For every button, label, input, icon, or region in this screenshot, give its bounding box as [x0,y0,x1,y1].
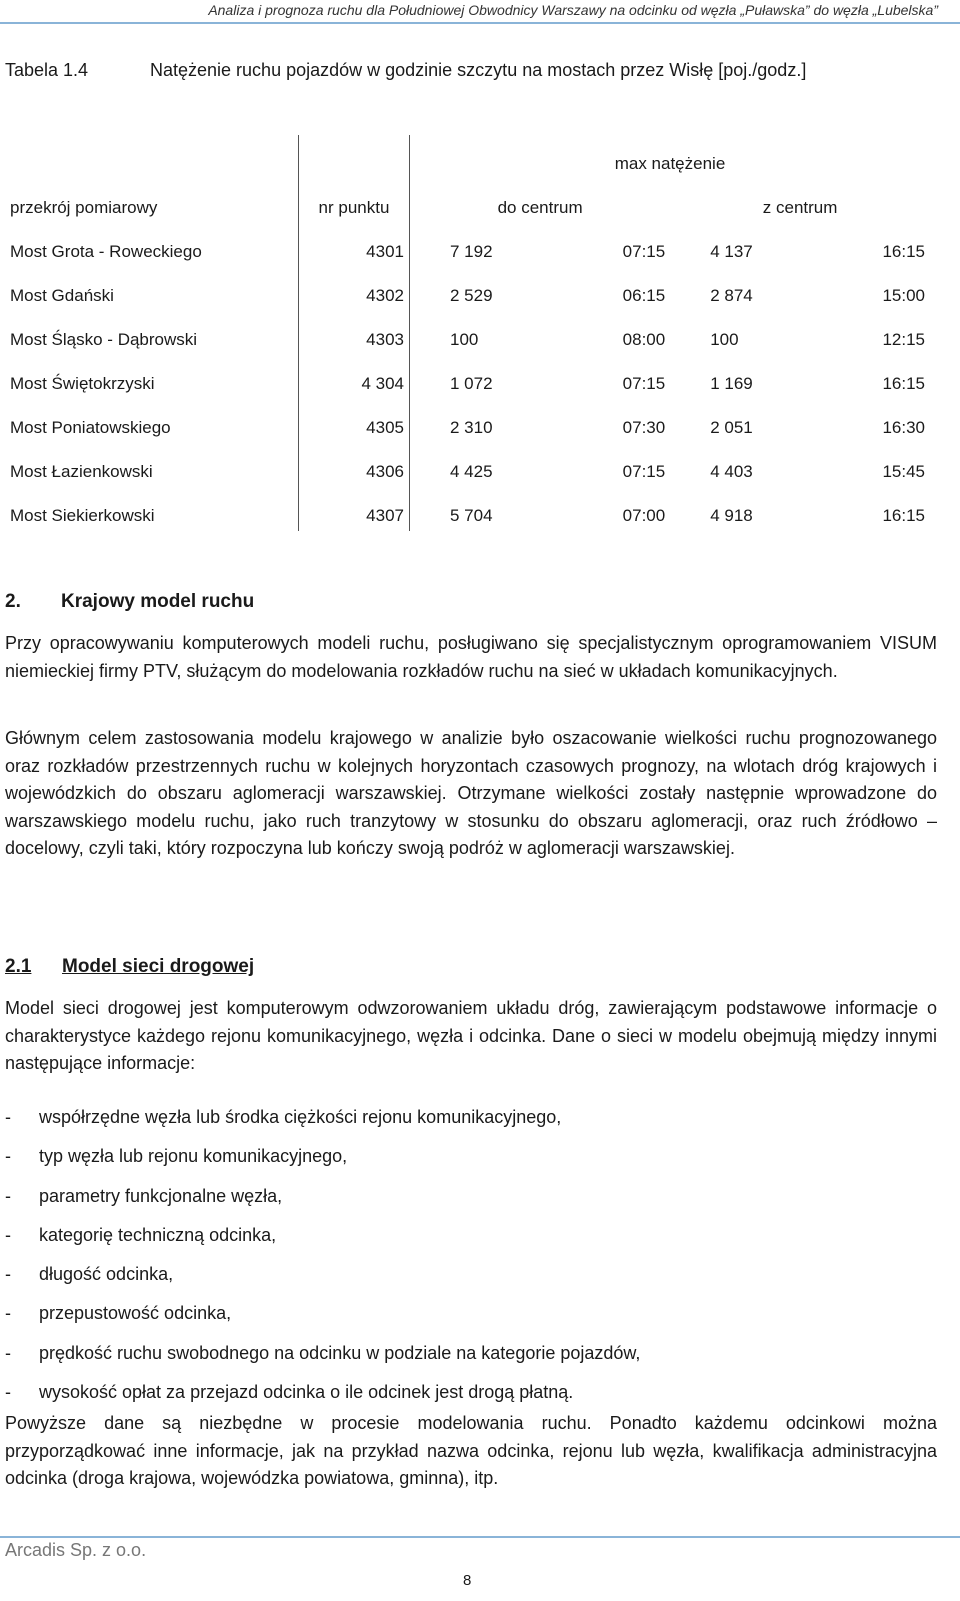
footer-company: Arcadis Sp. z o.o. [5,1540,147,1560]
list-item [5,1186,935,1225]
to-center-volume-cell: 4 425 [450,462,493,481]
list-item [5,1303,935,1342]
from-center-volume-cell: 2 874 [710,286,753,305]
table-row [5,355,930,399]
table-row [5,311,930,355]
column-header-point: nr punktu [299,179,410,223]
bullet-text: przepustowość odcinka, [39,1303,232,1324]
to-center-time-cell: 07:15 [622,242,666,261]
point-number-cell: 4305 [299,399,410,443]
table-column-header-row [5,179,930,223]
table-row [5,487,930,531]
point-number-cell: 4 304 [299,355,410,399]
group-header-max: max natężenie [614,154,726,173]
running-header [0,0,960,24]
bridge-name-cell: Most Świętokrzyski [5,355,299,399]
footer-divider [0,1536,960,1538]
section-2-1-title: Model sieci drogowej [62,956,255,977]
to-center-volume-cell: 2 529 [450,286,493,305]
to-center-time-cell: 07:15 [622,374,666,393]
point-number-cell: 4301 [299,223,410,267]
to-center-time-cell: 08:00 [622,330,666,349]
bullet-dash: - [5,1224,11,1245]
bullet-text: parametry funkcjonalne węzła, [39,1185,283,1206]
bridge-name-cell: Most Grota - Roweckiego [5,223,299,267]
table-row [5,443,930,487]
bridge-name-cell: Most Siekierkowski [5,487,299,531]
bullet-dash: - [5,1107,11,1127]
table-caption-text: Natężenie ruchu pojazdów w godzinie szczytu na mostach przez Wisłę [poj./godz.] [150,60,807,80]
column-header-section: przekrój pomiarowy [5,179,299,223]
network-data-list [5,1107,935,1421]
to-center-time-cell: 07:00 [622,506,666,525]
section-2-number: 2. [5,591,21,612]
from-center-time-cell: 12:15 [882,330,925,349]
column-header-from-center: z centrum [762,198,838,217]
point-number-cell: 4306 [299,443,410,487]
to-center-time-cell: 07:30 [622,418,666,437]
from-center-time-cell: 16:15 [882,506,925,525]
to-center-volume-cell: 5 704 [450,506,493,525]
bullet-text: prędkość ruchu swobodnego na odcinku w podziale na kategorie pojazdów, [39,1342,641,1363]
table-group-header-row [5,135,930,179]
bridge-name-cell: Most Śląsko - Dąbrowski [5,311,299,355]
section-2-paragraph-2: Głównym celem zastosowania modelu krajowego w analizie było oszacowanie wielkości ruchu prognozowanego oraz rozkładów przestrzennych ruchu w kolejnych horyzontach czasowych prognozy, na wlotach dróg krajowych i wojewódzkich do obszaru aglomeracji warszawskiej. Otrzymane wielkości zostały następnie wprowadzone do warszawskiego modelu ruchu, jako ruch tranzytowy w stosunku do obszaru aglomeracji, oraz ruch źródłowo – docelowy, czyli taki, który rozpoczyna lub kończy swoją podróż w aglomeracji warszawskiej. [5,728,937,858]
bridge-name-cell: Most Gdański [5,267,299,311]
from-center-volume-cell: 4 918 [710,506,753,525]
list-item [5,1146,935,1185]
running-header-title: Analiza i prognoza ruchu dla Południowej Obwodnicy Warszawy na odcinku od węzła „Puławska” do węzła „Lubelska” [208,2,938,18]
table-row [5,223,930,267]
bullet-dash: - [5,1264,11,1285]
section-2-1-paragraph-1: Model sieci drogowej jest komputerowym odwzorowaniem układu dróg, zawierającym podstawowe informacje o charakterystyce każdego rejonu komunikacyjnego, węzła i odcinka. Dane o sieci w modelu obejmują między innymi następujące informacje: [5,998,937,1073]
table-row [5,267,930,311]
table-caption-number: Tabela 1.4 [5,60,89,80]
point-number-cell: 4302 [299,267,410,311]
bullet-dash: - [5,1185,11,1206]
bullet-text: typ węzła lub rejonu komunikacyjnego, [39,1146,348,1167]
from-center-time-cell: 15:45 [882,462,925,481]
bridges-traffic-table [5,135,930,531]
to-center-volume-cell: 1 072 [450,374,493,393]
from-center-volume-cell: 4 137 [710,242,753,261]
section-2-1-number: 2.1 [5,956,32,977]
column-header-to-center: do centrum [497,198,583,217]
bridge-name-cell: Most Łazienkowski [5,443,299,487]
section-2-1-paragraph-2: Powyższe dane są niezbędne w procesie modelowania ruchu. Ponadto każdemu odcinkowi można przyporządkować inne informacje, jak na przykład nazwa odcinka, rejonu lub węzła, kwalifikacja administracyjna odcinka (droga krajowa, wojewódzka powiatowa, gminna), itp. [5,1413,937,1488]
list-item [5,1225,935,1264]
from-center-volume-cell: 4 403 [710,462,753,481]
bullet-dash: - [5,1146,11,1167]
bullet-dash: - [5,1382,11,1403]
bullet-text: współrzędne węzła lub środka ciężkości rejonu komunikacyjnego, [39,1107,562,1127]
bridge-name-cell: Most Poniatowskiego [5,399,299,443]
to-center-time-cell: 07:15 [622,462,666,481]
to-center-volume-cell: 100 [450,330,479,349]
point-number-cell: 4307 [299,487,410,531]
list-item [5,1107,935,1146]
from-center-time-cell: 16:15 [882,374,925,393]
to-center-volume-cell: 7 192 [450,242,493,261]
bullet-dash: - [5,1342,11,1363]
from-center-time-cell: 15:00 [882,286,925,305]
from-center-volume-cell: 100 [710,330,739,349]
from-center-time-cell: 16:15 [882,242,925,261]
bullet-dash: - [5,1303,11,1324]
table-row [5,399,930,443]
section-2-paragraph-1: Przy opracowywaniu komputerowych modeli ruchu, posługiwano się specjalistycznym oprogramowaniem VISUM niemieckiej firmy PTV, służącym do modelowania rozkładów ruchu na sieć w układach komunikacyjnych. [5,633,937,681]
bullet-text: kategorię techniczną odcinka, [39,1224,277,1245]
list-item [5,1343,935,1382]
from-center-volume-cell: 1 169 [710,374,753,393]
to-center-time-cell: 06:15 [622,286,666,305]
from-center-time-cell: 16:30 [882,418,925,437]
list-item [5,1264,935,1303]
to-center-volume-cell: 2 310 [450,418,493,437]
page-number: 8 [463,1572,472,1589]
bullet-text: wysokość opłat za przejazd odcinka o ile odcinek jest drogą płatną. [39,1382,574,1403]
section-2-title: Krajowy model ruchu [61,591,255,612]
point-number-cell: 4303 [299,311,410,355]
from-center-volume-cell: 2 051 [710,418,753,437]
bullet-text: długość odcinka, [39,1264,174,1285]
